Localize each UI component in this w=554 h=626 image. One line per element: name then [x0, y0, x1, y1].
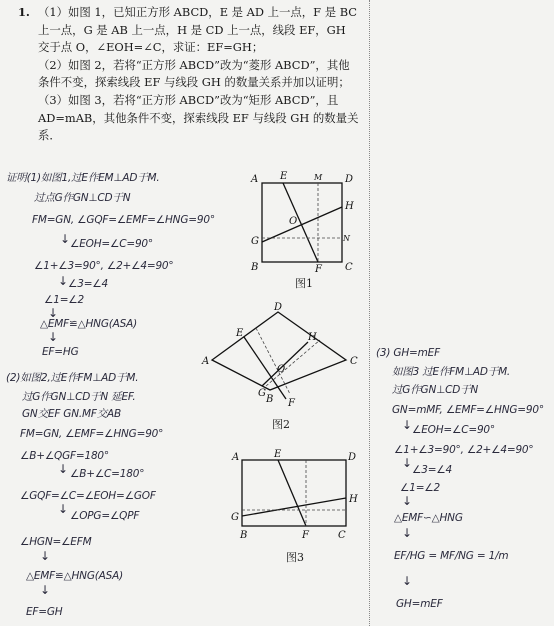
- hw-sol2-line11: EF=GH: [26, 606, 63, 618]
- fig3-label-b: B: [240, 530, 248, 541]
- hw-sol3-line3: 过G作GN⊥CD于N: [392, 384, 479, 396]
- hw-sol1-line7: ∠1=∠2: [44, 294, 84, 306]
- hw-sol3-line7: ∠3=∠4: [412, 464, 452, 476]
- fig3-label-e: E: [274, 449, 282, 460]
- fig2-label-f: F: [288, 398, 295, 409]
- fig2-label-d: D: [274, 302, 283, 313]
- fig3-label-c: C: [338, 530, 346, 541]
- problem-number: 1.: [18, 5, 30, 19]
- fig3-label-f: F: [302, 530, 309, 541]
- fig3-caption: 图3: [286, 551, 304, 564]
- problem-part1: （1）如图 1，已知正方形 ABCD，E 是 AD 上一点，F 是 BC 上一点，G 是 AB 上一点，H 是 CD 上一点，线段 EF，GH 交于点 O，∠EOH=∠C，求证：EF=GH；: [38, 5, 358, 55]
- fig1-label-h: H: [345, 201, 354, 212]
- hw-sol3-line9: △EMF∽△HNG: [394, 512, 463, 524]
- fig3-label-d: D: [348, 452, 357, 463]
- down-arrow-icon: ↓: [402, 526, 413, 540]
- fig3-label-g: G: [231, 512, 239, 523]
- hw-sol1-line6: ∠3=∠4: [68, 278, 108, 290]
- fig1-caption: 图1: [295, 277, 313, 290]
- fig1-label-b: B: [251, 262, 259, 273]
- fig1-label-e: E: [280, 171, 288, 182]
- fig1-label-f: F: [315, 264, 322, 275]
- down-arrow-icon: ↓: [402, 456, 413, 470]
- fig2-label-b: B: [266, 394, 274, 405]
- vertical-divider: [369, 0, 370, 626]
- fig3-label-h: H: [349, 494, 358, 505]
- fig1-label-c: C: [345, 262, 353, 273]
- down-arrow-icon: ↓: [40, 549, 51, 563]
- down-arrow-icon: ↓: [40, 583, 51, 597]
- down-arrow-icon: ↓: [58, 502, 69, 516]
- hw-sol1-line9: EF=HG: [42, 346, 79, 358]
- hw-sol1-line8: △EMF≌△HNG(ASA): [40, 318, 137, 330]
- hw-sol3-line2: 如图3 过E作FM⊥AD于M.: [392, 366, 511, 378]
- fig1-label-o: O: [289, 216, 298, 227]
- hw-sol2-line9: ∠HGN=∠EFM: [20, 536, 92, 548]
- figure-1: [248, 170, 363, 278]
- hw-sol3-line1: (3) GH=mEF: [376, 347, 440, 359]
- fig2-label-o: O: [277, 364, 286, 375]
- problem-part2: （2）如图 2，若将“正方形 ABCD”改为“菱形 ABCD”，其他条件不变，探索线段 EF 与线段 GH 的数量关系并加以证明；: [38, 57, 350, 90]
- fig2-label-g: G: [258, 388, 266, 399]
- figure-3: [230, 448, 360, 542]
- problem-statement: [18, 4, 360, 145]
- figure-2: [200, 302, 362, 414]
- hw-sol3-line11: GH=mEF: [396, 598, 443, 610]
- hw-sol2-line7: ∠GQF=∠C=∠EOH=∠GOF: [20, 490, 156, 502]
- hw-sol1-line1: 证明(1)如图1,过E作EM⊥AD于M.: [6, 172, 160, 184]
- hw-sol2-line5: ∠B+∠QGF=180°: [20, 450, 109, 462]
- hw-sol2-line8: ∠OPG=∠QPF: [70, 510, 140, 522]
- fig2-caption: 图2: [272, 418, 290, 431]
- fig2-label-a: A: [202, 356, 210, 367]
- down-arrow-icon: ↓: [58, 274, 69, 288]
- down-arrow-icon: ↓: [60, 232, 71, 246]
- hw-sol2-line2: 过G作GN⊥CD于N 延EF.: [22, 391, 136, 403]
- hw-sol1-line5: ∠1+∠3=90°, ∠2+∠4=90°: [34, 260, 174, 272]
- fig2-label-e: E: [236, 328, 244, 339]
- fig2-label-c: C: [350, 356, 358, 367]
- fig1-label-d: D: [345, 174, 354, 185]
- fig2-label-h: H: [308, 332, 317, 343]
- hw-sol2-line3: GN交EF GN.MF交AB: [22, 408, 122, 420]
- down-arrow-icon: ↓: [402, 418, 413, 432]
- fig1-label-g: G: [251, 236, 259, 247]
- hw-sol1-line4: ∠EOH=∠C=90°: [70, 238, 153, 250]
- hw-sol3-line4: GN=mMF, ∠EMF=∠HNG=90°: [392, 404, 544, 416]
- problem-part3: （3）如图 3，若将“正方形 ABCD”改为“矩形 ABCD”，且 AD=mAB，其他条件不变，探索线段 EF 与线段 GH 的数量关系．: [38, 92, 359, 143]
- hw-sol2-line1: (2)如图2,过E作FM⊥AD于M.: [6, 372, 139, 384]
- hw-sol1-line2: 过点G作GN⊥CD于N: [34, 192, 131, 204]
- fig1-label-m: M: [314, 173, 323, 182]
- hw-sol3-line6: ∠1+∠3=90°, ∠2+∠4=90°: [394, 444, 534, 456]
- down-arrow-icon: ↓: [402, 494, 413, 508]
- hw-sol2-line4: FM=GN, ∠EMF=∠HNG=90°: [20, 428, 164, 440]
- hw-sol1-line3: FM=GN, ∠GQF=∠EMF=∠HNG=90°: [32, 214, 215, 226]
- down-arrow-icon: ↓: [58, 462, 69, 476]
- hw-sol2-line10: △EMF≌△HNG(ASA): [26, 570, 123, 582]
- hw-sol3-line5: ∠EOH=∠C=90°: [412, 424, 495, 436]
- down-arrow-icon: ↓: [48, 306, 59, 320]
- fig1-label-n: N: [343, 234, 350, 243]
- hw-sol2-line6: ∠B+∠C=180°: [70, 468, 145, 480]
- fig3-label-a: A: [232, 452, 240, 463]
- down-arrow-icon: ↓: [402, 574, 413, 588]
- down-arrow-icon: ↓: [48, 330, 59, 344]
- hw-sol3-line10: EF/HG = MF/NG = 1/m: [394, 550, 509, 562]
- fig1-label-a: A: [251, 174, 259, 185]
- hw-sol3-line8: ∠1=∠2: [400, 482, 440, 494]
